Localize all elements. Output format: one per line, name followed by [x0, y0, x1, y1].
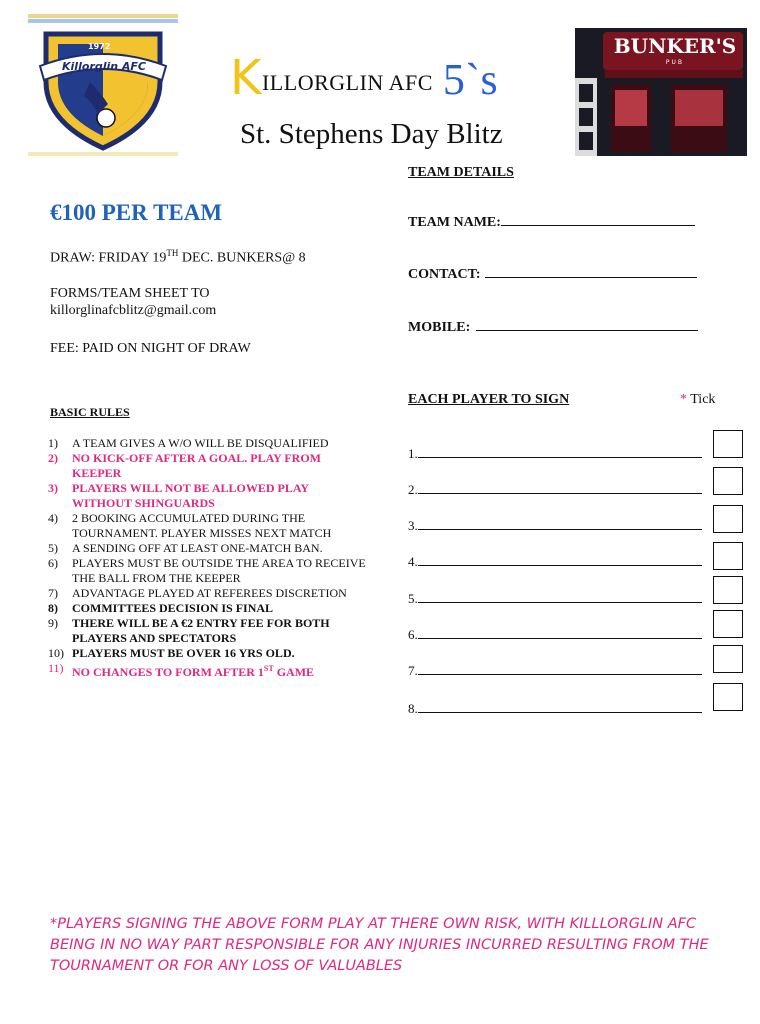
- rule-item: 3) PLAYERS WILL NOT BE ALLOWED PLAY WITHOUT SHINGUARDS: [48, 481, 309, 510]
- pub-sign: BUNKER'S: [613, 34, 737, 58]
- draw-suffix: DEC. BUNKERS@ 8: [178, 250, 306, 266]
- draw-prefix: DRAW: FRIDAY 19: [50, 250, 167, 266]
- rule-item: 7) ADVANTAGE PLAYED AT REFEREES DISCRETION: [48, 586, 347, 600]
- rule-item: 2) NO KICK-OFF AFTER A GOAL. PLAY FROM KEEPER: [48, 451, 322, 480]
- rule-item: 6) PLAYERS MUST BE OUTSIDE THE AREA TO RECEIVE THE BALL FROM THE KEEPER: [48, 556, 366, 585]
- rule-item: 5) A SENDING OFF AT LEAST ONE-MATCH BAN.: [48, 541, 323, 555]
- rules-heading: BASIC RULES: [50, 405, 130, 419]
- contact-label: CONTACT:: [408, 267, 481, 282]
- team-details-heading: TEAM DETAILS: [408, 165, 514, 180]
- draw-sup: TH: [166, 248, 179, 258]
- crest-stripe-bottom: [28, 152, 178, 156]
- title-fives: 5`s: [442, 55, 499, 104]
- mobile-label: MOBILE:: [408, 320, 471, 335]
- player-sign-row[interactable]: 3.: [408, 518, 702, 534]
- tick-box[interactable]: [713, 610, 743, 638]
- fee-info: FEE: PAID ON NIGHT OF DRAW: [50, 341, 251, 356]
- rule-item: 1) A TEAM GIVES A W/O WILL BE DISQUALIFIED: [48, 436, 329, 450]
- tick-label: * Tick: [680, 392, 716, 407]
- player-sign-row[interactable]: 7.: [408, 663, 702, 679]
- title-rest: ILLORGLIN AFC: [261, 70, 433, 95]
- crest-stripe-top: [28, 14, 178, 18]
- tick-box[interactable]: [713, 576, 743, 604]
- tick-box[interactable]: [713, 645, 743, 673]
- player-sign-row[interactable]: 8.: [408, 701, 702, 717]
- rule-item: 11) NO CHANGES TO FORM AFTER 1ST GAME: [48, 661, 315, 679]
- club-crest: [28, 14, 178, 156]
- disclaimer: *PLAYERS SIGNING THE ABOVE FORM PLAY AT THERE OWN RISK, WITH KILLLORGLIN AFC BEING IN NO WAY PART RESPONSIBLE FOR ANY INJURIES INCURRED RESULTING FROM THE TOURNAMENT OR FOR ANY LOSS OF VALUABLES: [50, 916, 709, 974]
- team-name-field[interactable]: [408, 213, 695, 231]
- rules-list: [48, 436, 368, 680]
- title-initial: K: [230, 50, 262, 106]
- forms-line1: FORMS/TEAM SHEET TO: [50, 286, 210, 301]
- tick-box[interactable]: [713, 542, 743, 570]
- player-sign-row[interactable]: 1.: [408, 446, 702, 462]
- mobile-field[interactable]: [408, 318, 698, 336]
- mobile-line[interactable]: [476, 318, 698, 331]
- player-sign-row[interactable]: 5.: [408, 591, 702, 607]
- tick-box[interactable]: [713, 683, 743, 711]
- page-title: [230, 50, 498, 106]
- draw-info: [50, 248, 306, 267]
- pub-sign-sub: PUB: [665, 59, 685, 66]
- team-name-line[interactable]: [501, 213, 695, 226]
- price-heading: €100 PER TEAM: [50, 200, 223, 225]
- player-sign-row[interactable]: 6.: [408, 627, 702, 643]
- rule-item: 4) 2 BOOKING ACCUMULATED DURING THE TOURNAMENT. PLAYER MISSES NEXT MATCH: [48, 511, 332, 540]
- contact-line[interactable]: [485, 265, 697, 278]
- contact-field[interactable]: [408, 265, 697, 283]
- rule-item: 8) COMMITTEES DECISION IS FINAL: [48, 601, 274, 615]
- team-name-label: TEAM NAME:: [408, 215, 501, 230]
- forms-email: killorglinafcblitz@gmail.com: [50, 303, 217, 318]
- crest-year: 1972: [88, 42, 111, 51]
- rule-item: 9) THERE WILL BE A €2 ENTRY FEE FOR BOTH PLAYERS AND SPECTATORS: [48, 616, 330, 645]
- tick-box[interactable]: [713, 430, 743, 458]
- player-sign-row[interactable]: 2.: [408, 482, 702, 498]
- rule-item: 10) PLAYERS MUST BE OVER 16 YRS OLD.: [48, 646, 295, 660]
- player-sign-row[interactable]: 4.: [408, 554, 702, 570]
- pub-photo: [575, 28, 747, 156]
- tick-box[interactable]: [713, 467, 743, 495]
- crest-name: Killorglin AFC: [62, 60, 146, 73]
- page-subtitle: St. Stephens Day Blitz: [240, 118, 503, 150]
- sign-heading: EACH PLAYER TO SIGN: [408, 392, 570, 407]
- tick-box[interactable]: [713, 505, 743, 533]
